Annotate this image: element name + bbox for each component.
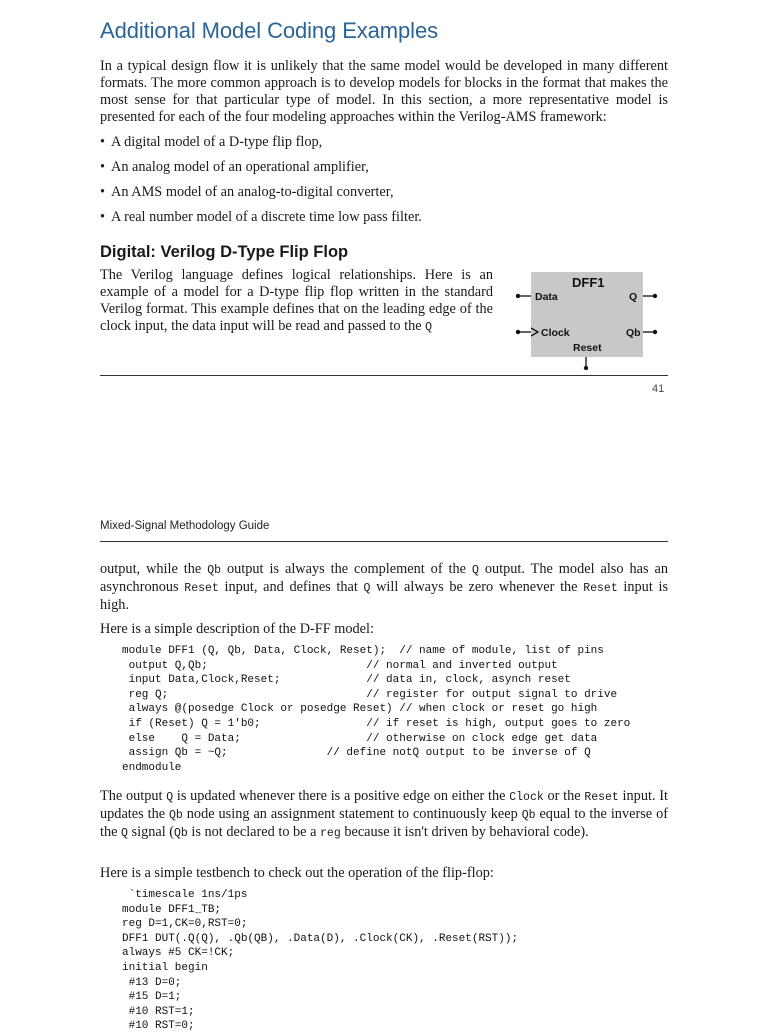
inline-code: Qb (169, 809, 183, 822)
inline-code: Reset (184, 582, 219, 595)
bullet-item (100, 209, 422, 226)
inline-code: Qb (174, 827, 188, 840)
bullet-text: A real number model of a discrete time low pass filter. (111, 209, 422, 225)
dff-paragraph (100, 267, 493, 336)
inline-code: Q (363, 582, 371, 595)
bullet-text: An analog model of an operational amplifier, (111, 159, 369, 175)
bullet-item (100, 184, 394, 201)
section-title: Additional Model Coding Examples (100, 18, 438, 43)
inline-code: reg (320, 827, 341, 840)
inline-code: Qb (207, 564, 222, 577)
inline-code: Q (121, 827, 128, 840)
dff1-diagram (512, 268, 662, 376)
clock-pin-dot (516, 330, 520, 334)
dff1-title: DFF1 (572, 275, 605, 290)
bullet-icon: • (100, 209, 106, 225)
continuation-paragraph: output, while the Qb output is always the complement of the Q output. The model also has an asynchronous Reset input, and defines that Q will always be zero whenever the Reset input is high. (100, 561, 669, 613)
inline-code: Q (425, 321, 433, 334)
running-header: Mixed-Signal Methodology Guide (100, 520, 270, 532)
inline-code: Q (471, 564, 479, 577)
explanation-paragraph: The output Q is updated whenever there is a positive edge on either the Clock or the Reset input. It updates the Qb node using an assignment statement to continuously keep Qb equal to the inverse of the Q signal (Qb is not declared to be a reg because it isn't driven by behavioral code). (100, 788, 668, 840)
reset-pin-dot (584, 366, 588, 370)
code-block-testbench: `timescale 1ns/1ps module DFF1_TB; reg D=1,CK=0,RST=0; DFF1 DUT(.Q(Q), .Qb(QB), .Data(D), .Clock(CK), .Reset(RST)); always #5 CK=!CK; initial begin #13 D=0; #15 D=1; #10 RST=1; #10 RST=0; (122, 889, 519, 1033)
bullet-icon: • (100, 184, 106, 200)
qb-pin-dot (653, 330, 657, 334)
bullet-text: An AMS model of an analog-to-digital converter, (111, 184, 394, 200)
intro-paragraph: In a typical design flow it is unlikely that the same model would be developed in many different formats. The more common approach is to develop models for blocks in the format that makes the most sense for that particular type of model. In this section, a more representative model is presented for each of the four modeling approaches within the Verilog-AMS framework: (100, 58, 668, 125)
clock-pin-label: Clock (541, 327, 570, 339)
q-pin-label: Q (629, 291, 638, 303)
inline-code: Q (166, 791, 174, 804)
data-pin-dot (516, 294, 520, 298)
data-pin-label: Data (535, 291, 558, 303)
page-divider (100, 375, 668, 376)
subsection-title: Digital: Verilog D-Type Flip Flop (100, 243, 349, 261)
bullet-icon: • (100, 134, 106, 150)
inline-code: Reset (583, 582, 618, 595)
bullet-text: A digital model of a D-type flip flop, (111, 134, 323, 150)
bullet-icon: • (100, 159, 106, 175)
code-block-dff1: module DFF1 (Q, Qb, Data, Clock, Reset); // name of module, list of pins output Q,Qb; // normal and inverted output input Data,Clock,Reset; // data in, clock, asynch reset reg Q; // register for output signal to drive always @(posedge Clock or posedge Reset) // when clock or reset go high if (Reset) Q = 1'b0; // if reset is high, output goes to zero else Q = Data; // otherwise on clock edge get data assign Qb = ~Q; // define notQ output to be inverse of Q endmodule (122, 645, 631, 774)
inline-code: Clock (509, 791, 544, 804)
dff-paragraph-text: The Verilog language defines logical relationships. Here is an example of a model for a D-type flip flop written in the standard Verilog format. This example defines that on the leading edge of the clock input, the data input will be read and passed to the (100, 267, 493, 334)
q-pin-dot (653, 294, 657, 298)
reset-pin-label: Reset (573, 342, 602, 354)
bullet-item (100, 159, 369, 176)
qb-pin-label: Qb (626, 327, 641, 339)
page-number: 41 (652, 383, 665, 395)
model-intro: Here is a simple description of the D-FF model: (100, 621, 374, 637)
header-divider (100, 541, 668, 542)
testbench-intro: Here is a simple testbench to check out the operation of the flip-flop: (100, 865, 494, 881)
inline-code: Qb (521, 809, 536, 822)
bullet-item (100, 134, 322, 151)
inline-code: Reset (584, 791, 619, 804)
